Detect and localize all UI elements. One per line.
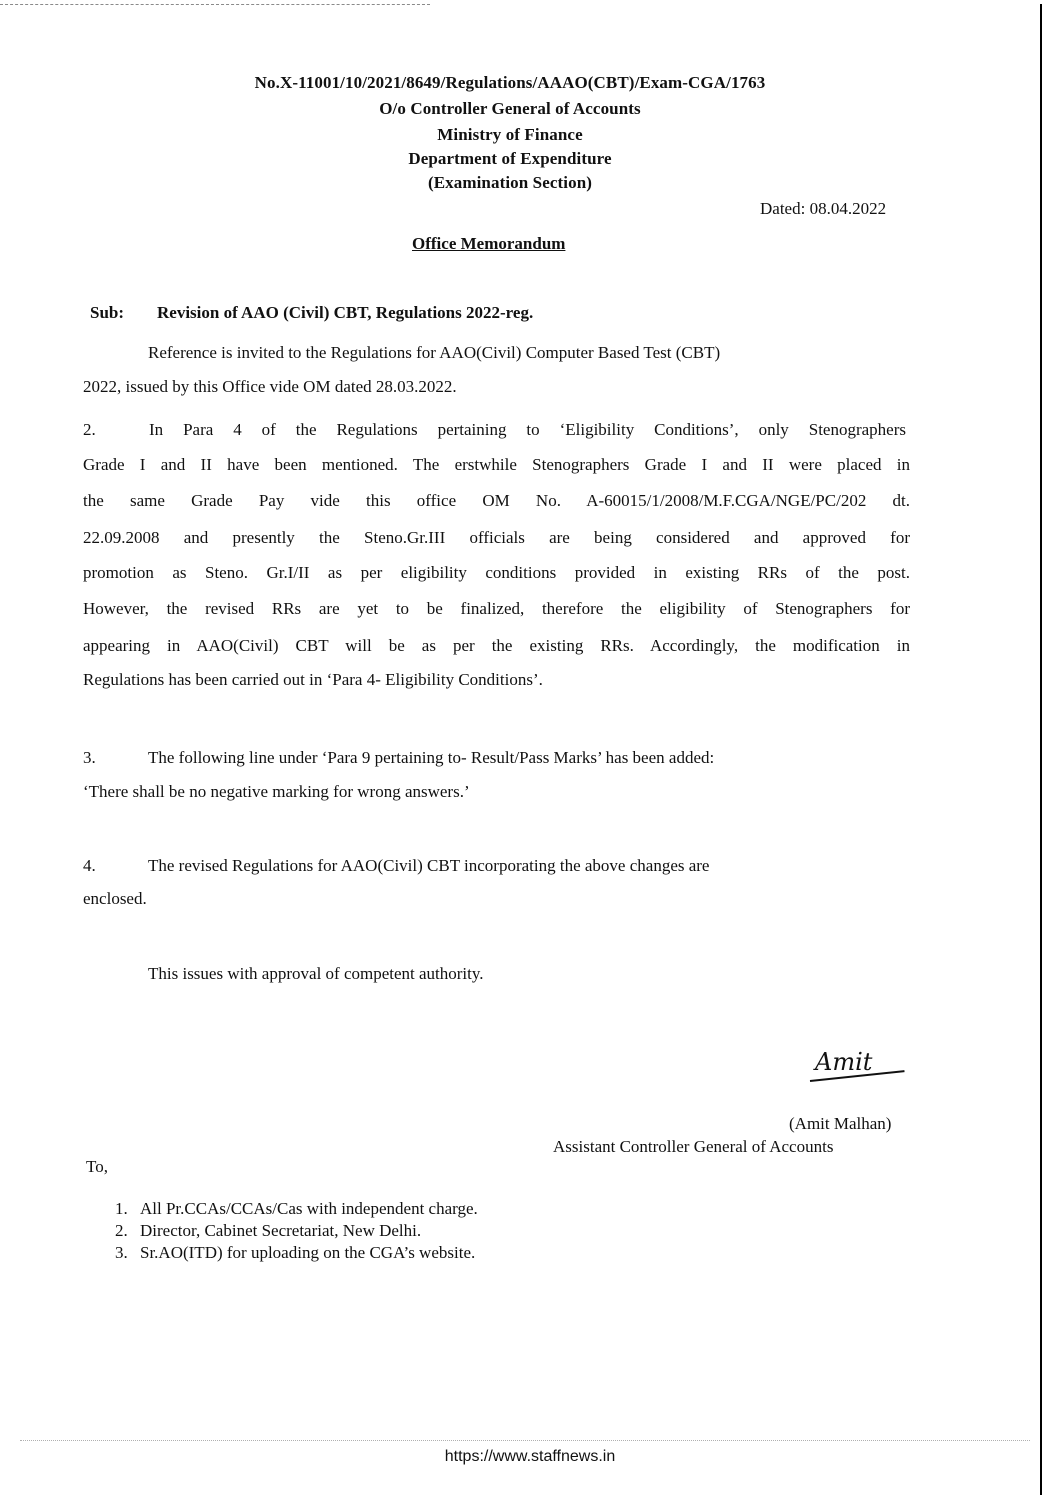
para2-number: 2.	[83, 420, 96, 439]
para4-line2: enclosed.	[83, 889, 147, 908]
recipient-item	[115, 1243, 478, 1265]
para3-line1: The following line under ‘Para 9 pertaining to- Result/Pass Marks’ has been added:	[148, 748, 715, 767]
signatory-designation: Assistant Controller General of Accounts	[553, 1137, 834, 1156]
approval-text: This issues with approval of competent authority.	[148, 964, 484, 983]
subject-label: Sub:	[90, 303, 125, 322]
office-name: O/o Controller General of Accounts	[379, 99, 641, 118]
recipient-list	[115, 1199, 478, 1265]
signatory-name: (Amit Malhan)	[789, 1114, 892, 1133]
handwritten-signature: Amit	[815, 1048, 873, 1076]
section-name: (Examination Section)	[427, 173, 593, 192]
footer-website-link[interactable]: https://www.staffnews.in	[444, 1448, 616, 1465]
para1-line2: 2022, issued by this Office vide OM dated 28.03.2022.	[83, 377, 457, 396]
para4-number: 4.	[83, 856, 96, 875]
para2-line4: 22.09.2008 and presently the Steno.Gr.III officials are being considered and approved for	[83, 528, 910, 547]
para2-line7: appearing in AAO(Civil) CBT will be as per the existing RRs. Accordingly, the modification in	[83, 636, 910, 655]
para4-line1: The revised Regulations for AAO(Civil) CBT incorporating the above changes are	[148, 856, 710, 875]
department-name: Department of Expenditure	[408, 149, 612, 168]
para2-line3: the same Grade Pay vide this office OM No. A-60015/1/2008/M.F.CGA/NGE/PC/202 dt.	[83, 491, 910, 510]
para2-line5: promotion as Steno. Gr.I/II as per eligibility conditions provided in existing RRs of the post.	[83, 563, 910, 582]
to-label: To,	[86, 1157, 108, 1176]
scan-top-edge	[0, 4, 430, 5]
para2-first-line	[83, 420, 910, 440]
para2-line8: Regulations has been carried out in ‘Para 4- Eligibility Conditions’.	[83, 670, 543, 689]
recipient-number: 2.	[115, 1221, 128, 1240]
ministry-name: Ministry of Finance	[437, 125, 583, 144]
para1-line1: Reference is invited to the Regulations for AAO(Civil) Computer Based Test (CBT)	[148, 343, 721, 362]
recipient-item	[115, 1199, 478, 1221]
para2-line2: Grade I and II have been mentioned. The erstwhile Stenographers Grade I and II were placed in	[83, 455, 910, 474]
dated-text: Dated: 08.04.2022	[760, 199, 887, 218]
memo-title: Office Memorandum	[412, 234, 566, 253]
scan-bottom-noise	[20, 1440, 1030, 1441]
file-number: No.X-11001/10/2021/8649/Regulations/AAAO(CBT)/Exam-CGA/1763	[254, 73, 766, 92]
para3-number: 3.	[83, 748, 96, 767]
scan-right-edge	[1040, 4, 1042, 1495]
recipient-item	[115, 1221, 478, 1243]
recipient-text: All Pr.CCAs/CCAs/Cas with independent charge.	[140, 1199, 478, 1218]
recipient-number: 1.	[115, 1199, 128, 1218]
para2-line1: In Para 4 of the Regulations pertaining to ‘Eligibility Conditions’, only Stenographers	[149, 420, 906, 439]
para3-line2: ‘There shall be no negative marking for wrong answers.’	[83, 782, 470, 801]
recipient-number: 3.	[115, 1243, 128, 1262]
recipient-text: Director, Cabinet Secretariat, New Delhi.	[140, 1221, 422, 1240]
subject-text: Revision of AAO (Civil) CBT, Regulations 2022-reg.	[157, 303, 534, 322]
para2-line6: However, the revised RRs are yet to be finalized, therefore the eligibility of Stenographers for	[83, 599, 910, 618]
recipient-text: Sr.AO(ITD) for uploading on the CGA’s website.	[140, 1243, 476, 1262]
